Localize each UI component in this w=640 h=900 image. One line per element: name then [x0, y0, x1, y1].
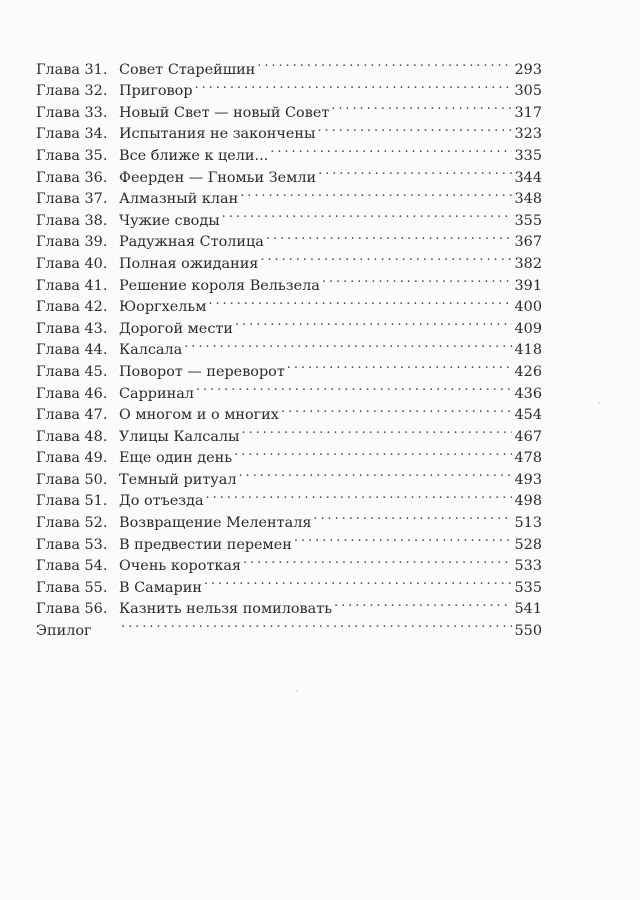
chapter-title: Испытания не закончены: [119, 126, 316, 143]
chapter-page: 467: [514, 428, 542, 445]
chapter-page: 323: [514, 126, 542, 143]
chapter-label: Глава 53.: [36, 536, 108, 553]
chapter-page: 541: [514, 601, 542, 618]
chapter-page: 498: [514, 493, 542, 510]
chapter-label: Глава 39.: [36, 234, 108, 251]
dot-leader: [281, 398, 512, 420]
dot-leader: [240, 182, 512, 204]
chapter-label: Глава 34.: [36, 126, 108, 143]
chapter-title: Темный ритуал: [119, 471, 237, 488]
chapter-page: 391: [514, 277, 542, 294]
chapter-label: Глава 37.: [36, 191, 108, 208]
chapter-label: Глава 43.: [36, 320, 108, 337]
dot-leader: [204, 570, 512, 592]
table-of-contents: [36, 52, 542, 640]
chapter-page: 535: [514, 579, 542, 596]
chapter-title: Новый Свет — новый Совет: [119, 104, 330, 121]
chapter-title: Приговор: [119, 83, 193, 100]
chapter-page: 348: [514, 191, 542, 208]
chapter-title: Полная ожидания: [119, 255, 259, 272]
dot-leader: [270, 138, 512, 160]
dot-leader: [222, 203, 512, 225]
chapter-title: Феерден — Гномьи Земли: [119, 169, 317, 186]
chapter-label: Глава 50.: [36, 471, 108, 488]
chapter-label: Эпилог: [36, 623, 92, 640]
chapter-label: Глава 55.: [36, 579, 108, 596]
chapter-title: Решение короля Вельзела: [119, 277, 320, 294]
chapter-title: Казнить нельзя помиловать: [119, 601, 333, 618]
dot-leader: [334, 592, 512, 614]
chapter-label: Глава 35.: [36, 147, 108, 164]
chapter-label: Глава 46.: [36, 385, 108, 402]
chapter-page: 436: [514, 385, 542, 402]
chapter-title: Юоргхельм: [119, 299, 207, 316]
dot-leader: [235, 311, 512, 333]
chapter-label: Глава 48.: [36, 428, 108, 445]
dot-leader: [243, 549, 512, 571]
chapter-title: Чужие своды: [119, 212, 220, 229]
dot-leader: [208, 290, 512, 312]
chapter-title: Радужная Столица: [119, 234, 264, 251]
chapter-page: 513: [514, 515, 542, 532]
dot-leader: [234, 441, 512, 463]
chapter-title: До отъезда: [119, 493, 204, 510]
chapter-title: Поворот — переворот: [119, 363, 285, 380]
chapter-label: Глава 56.: [36, 601, 108, 618]
chapter-title: Возвращение Меленталя: [119, 515, 312, 532]
chapter-label: Глава 49.: [36, 450, 108, 467]
dot-leader: [322, 268, 512, 290]
chapter-title: Алмазный клан: [119, 191, 239, 208]
chapter-page: 305: [514, 83, 542, 100]
chapter-title: Дорогой мести: [119, 320, 233, 337]
chapter-page: 426: [514, 363, 542, 380]
chapter-title: Еще один день: [119, 450, 233, 467]
paper-speck: [296, 690, 298, 692]
toc-entry: [36, 52, 542, 78]
dot-leader: [260, 246, 512, 268]
chapter-title: Сарринал: [119, 385, 194, 402]
chapter-label: Глава 31.: [36, 61, 108, 78]
chapter-page: 418: [514, 342, 542, 359]
chapter-title: В Самарин: [119, 579, 202, 596]
chapter-page: 317: [514, 104, 542, 121]
chapter-label: Глава 38.: [36, 212, 108, 229]
dot-leader: [318, 160, 512, 182]
chapter-title: Улицы Калсалы: [119, 428, 240, 445]
chapter-label: Глава 54.: [36, 558, 108, 575]
chapter-label: Глава 52.: [36, 515, 108, 532]
dot-leader: [266, 225, 512, 247]
chapter-label: Глава 40.: [36, 255, 108, 272]
dot-leader: [257, 52, 512, 74]
chapter-page: 344: [514, 169, 542, 186]
chapter-page: 367: [514, 234, 542, 251]
chapter-page: 528: [514, 536, 542, 553]
chapter-title: Калсала: [119, 342, 183, 359]
chapter-page: 550: [514, 623, 542, 640]
chapter-page: 493: [514, 471, 542, 488]
chapter-label: Глава 41.: [36, 277, 108, 294]
chapter-page: 454: [514, 407, 542, 424]
dot-leader: [196, 376, 512, 398]
chapter-page: 382: [514, 255, 542, 272]
chapter-label: Глава 44.: [36, 342, 108, 359]
chapter-title: Совет Старейшин: [119, 61, 256, 78]
chapter-title: О многом и о многих: [119, 407, 279, 424]
dot-leader: [206, 484, 512, 506]
chapter-page: 478: [514, 450, 542, 467]
chapter-label: Глава 32.: [36, 83, 108, 100]
dot-leader: [242, 419, 512, 441]
chapter-page: 533: [514, 558, 542, 575]
chapter-title: Очень короткая: [119, 558, 241, 575]
chapter-label: Глава 42.: [36, 299, 108, 316]
dot-leader: [184, 333, 512, 355]
dot-leader: [294, 527, 512, 549]
chapter-page: 355: [514, 212, 542, 229]
chapter-label: Глава 51.: [36, 493, 108, 510]
chapter-title: В предвестии перемен: [119, 536, 292, 553]
chapter-title: Все ближе к цели...: [119, 147, 269, 164]
dot-leader: [317, 117, 512, 139]
dot-leader: [238, 462, 512, 484]
dot-leader: [313, 505, 512, 527]
chapter-label: Глава 47.: [36, 407, 108, 424]
paper-speck: [598, 402, 600, 404]
dot-leader: [287, 354, 512, 376]
chapter-label: Глава 36.: [36, 169, 108, 186]
dot-leader: [121, 613, 512, 635]
chapter-page: 409: [514, 320, 542, 337]
chapter-page: 400: [514, 299, 542, 316]
chapter-page: 293: [514, 61, 542, 78]
chapter-label: Глава 33.: [36, 104, 108, 121]
chapter-page: 335: [514, 147, 542, 164]
dot-leader: [331, 95, 512, 117]
chapter-label: Глава 45.: [36, 363, 108, 380]
dot-leader: [195, 74, 512, 96]
